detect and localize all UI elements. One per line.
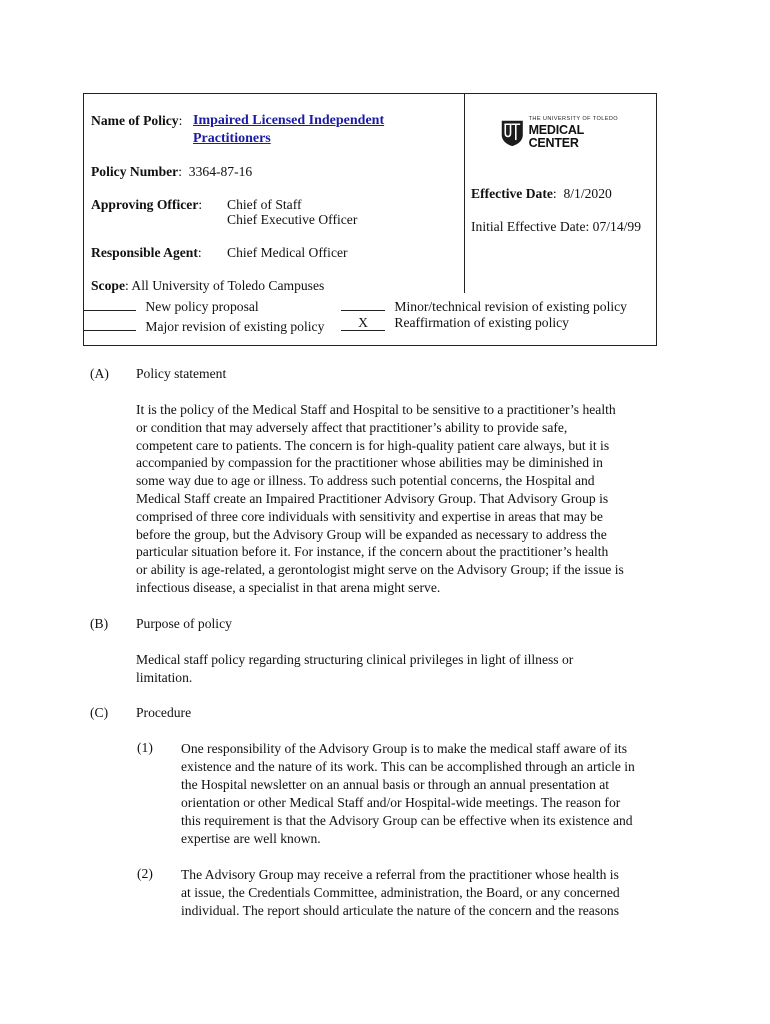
policy-name-value[interactable] — [193, 112, 384, 129]
section-a-label: (A) — [90, 366, 109, 381]
section-c-label: (C) — [90, 705, 109, 720]
approving-officer-label: Approving Officer — [91, 197, 199, 212]
procedure-item-2-number: (2) — [137, 866, 153, 881]
revision-label-minor: Minor/technical revision of existing policy — [394, 299, 627, 314]
revision-row-major — [84, 315, 324, 335]
logo-small-text: THE UNIVERSITY OF TOLEDO — [528, 115, 619, 122]
policy-name-value-2[interactable] — [193, 130, 271, 147]
logo-text — [529, 117, 624, 150]
effective-date-label: Effective Date — [471, 186, 553, 201]
revision-checkbox-major[interactable] — [84, 315, 136, 331]
revision-row-new — [84, 295, 259, 315]
revision-label-major: Major revision of existing policy — [145, 319, 325, 334]
procedure-item-1-text: One responsibility of the Advisory Group is to make the medical staff aware of its existence and the nature of its work. This can be accomplished through an article in the Hospital newsletter on an annual basis or through an annual presentation at orientation or other Medical Staff and/or Hospital-wide meetings. The reason for this requirement is that the Advisory Group can be effective when its existence and expertise are well known. — [181, 741, 635, 846]
policy-name-link-line1[interactable]: Impaired Licensed Independent — [193, 113, 385, 128]
section-a-title: Policy statement — [136, 366, 227, 381]
header-divider — [464, 94, 465, 293]
section-b-label: (B) — [90, 616, 109, 631]
revision-checkbox-minor[interactable] — [341, 295, 385, 311]
revision-label-reaffirm: Reaffirmation of existing policy — [394, 315, 569, 330]
effective-date-value: 8/1/2020 — [563, 186, 612, 201]
ut-shield-logo-icon — [500, 117, 525, 149]
scope-value: All University of Toledo Campuses — [131, 278, 325, 293]
revision-checkbox-reaffirm[interactable]: X — [341, 315, 385, 331]
responsible-agent-row: Responsible Agent: — [91, 245, 202, 260]
section-b-title: Purpose of policy — [136, 616, 232, 631]
scope-label: Scope — [91, 278, 125, 293]
procedure-item-2-text: The Advisory Group may receive a referral from the practitioner whose health is at issue, the Credentials Committee, administration, the Board, or any concerned individual. The report should articulate the nature of the concern and the reasons — [181, 867, 620, 918]
procedure-item-1-number: (1) — [137, 740, 153, 755]
policy-number-row: Policy Number: 3364-87-16 — [91, 164, 253, 179]
effective-date-row: Effective Date: 8/1/2020 — [471, 186, 612, 201]
logo-big-text: MEDICAL CENTER — [528, 123, 584, 150]
approving-officer-row: Approving Officer: — [91, 197, 203, 212]
policy-number-value: 3364-87-16 — [188, 164, 253, 179]
approving-officer-value-1: Chief of Staff — [227, 197, 302, 212]
section-a-body: It is the policy of the Medical Staff and Hospital to be sensitive to a practitioner’s health or condition that may adversely affect that practitioner’s ability to provide safe, competent care to patients. The concern is for high-quality patient care always, but it is accompanied by compassion for the practitioner whose abilities may be diminished in some way due to age or illness. To address such potential concerns, the Hospital and Medical Staff create an Impaired Practitioner Advisory Group. That Advisory Group is comprised of three core individuals with sensitivity and expertise in areas that may be before the group, but the Advisory Group will be expanded as necessary to address the particular situation before it. For instance, if the concern about the practitioner’s health or ability is age-related, a gerontologist might serve on the Advisory Group; if the issue is infectious disease, a specialist in that arena might serve. — [136, 402, 624, 595]
scope-row: Scope: All University of Toledo Campuses — [91, 278, 325, 293]
policy-name-link-line2[interactable]: Practitioners — [193, 131, 271, 146]
revision-label-new: New policy proposal — [145, 299, 259, 314]
policy-number-label: Policy Number — [91, 164, 179, 179]
revision-row-minor — [341, 295, 627, 315]
university-logo — [500, 116, 624, 150]
policy-header-box — [83, 93, 657, 346]
section-c-title: Procedure — [136, 705, 192, 720]
responsible-agent-value: Chief Medical Officer — [227, 245, 348, 260]
revision-checkbox-new[interactable] — [84, 295, 136, 311]
initial-effective-date: Initial Effective Date: 07/14/99 — [471, 219, 641, 234]
responsible-agent-label: Responsible Agent — [91, 245, 198, 260]
policy-name-label: Name of Policy — [91, 113, 179, 128]
policy-name-row: Name of Policy: — [91, 113, 183, 128]
section-b-body: Medical staff policy regarding structuring clinical privileges in light of illness or limitation. — [136, 652, 574, 685]
revision-row-reaffirm — [341, 315, 569, 331]
approving-officer-value-2: Chief Executive Officer — [227, 212, 358, 227]
